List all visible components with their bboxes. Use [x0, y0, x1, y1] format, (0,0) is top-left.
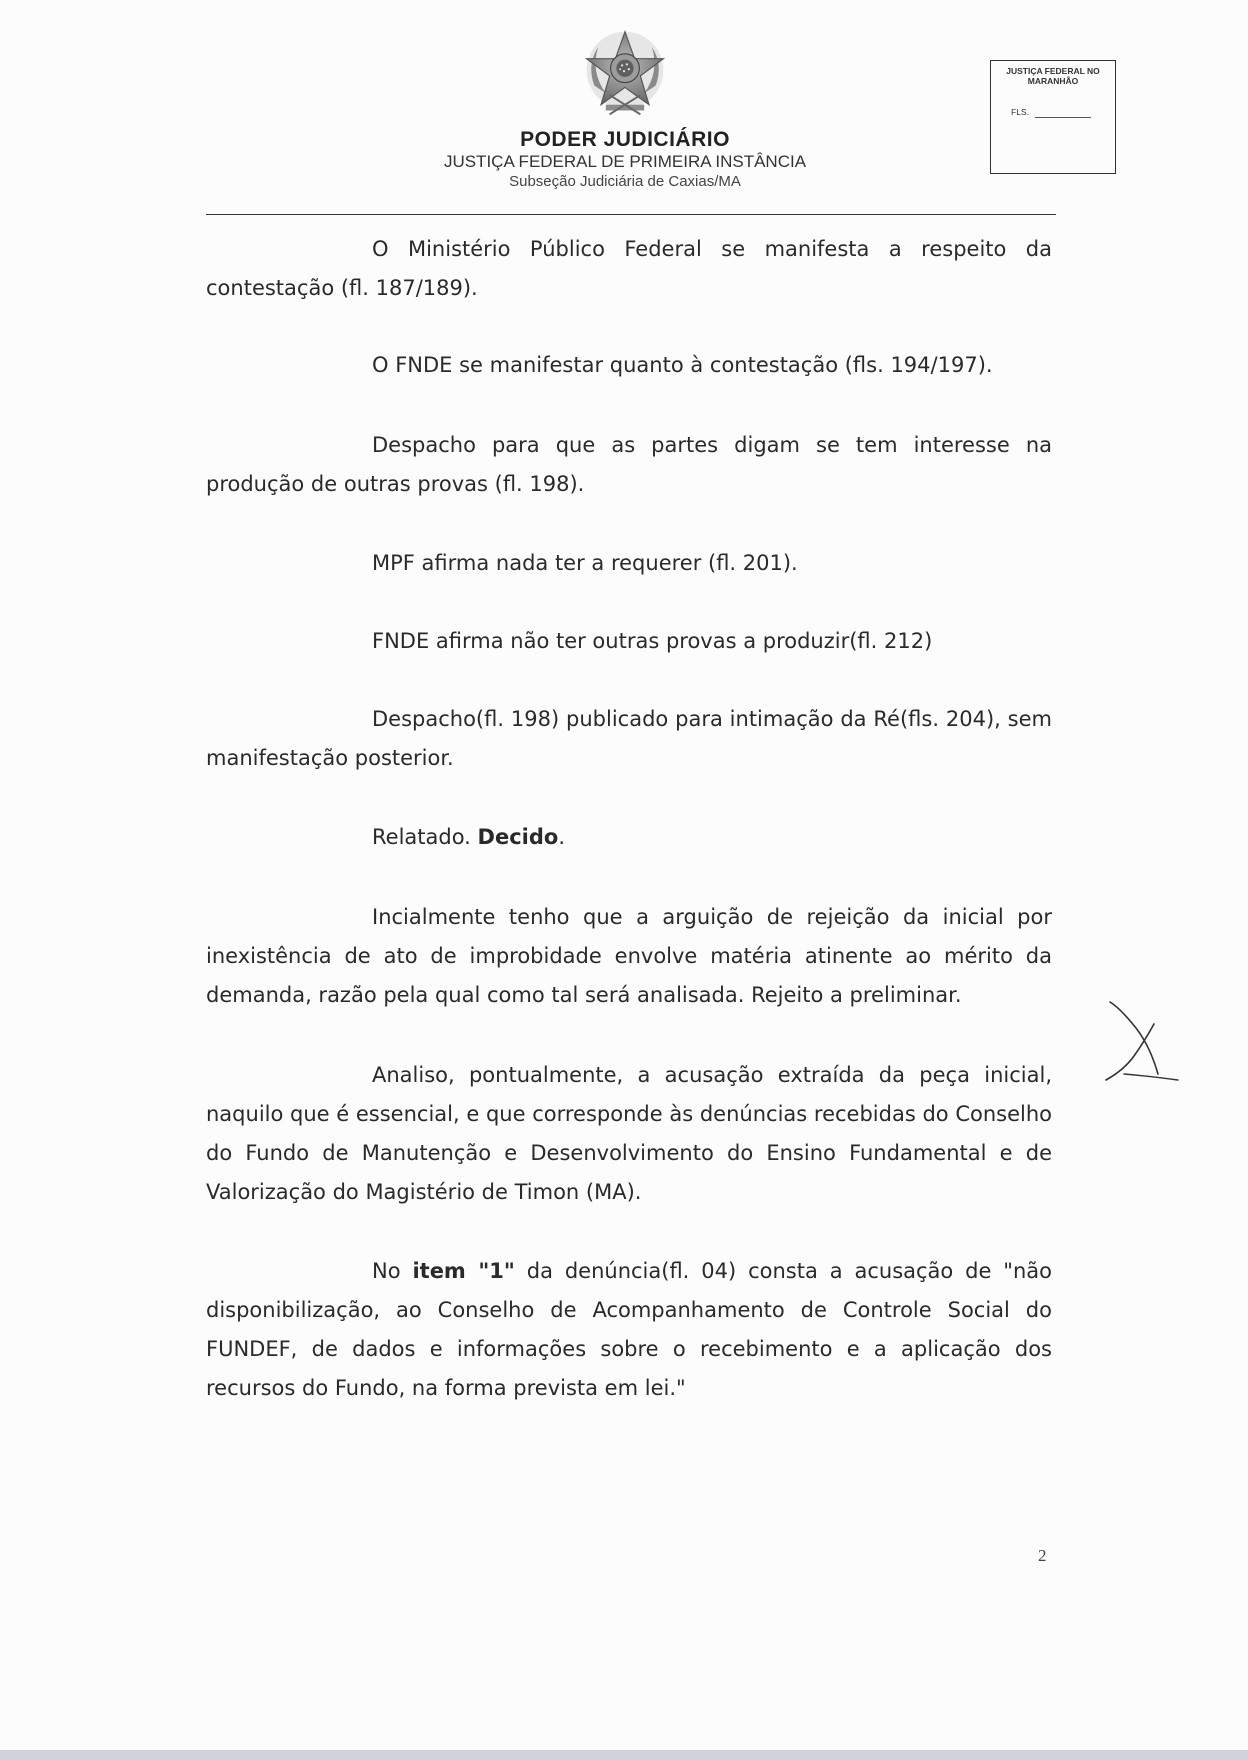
paragraph-10	[206, 1252, 1052, 1408]
paragraph-9: Analiso, pontualmente, a acusação extraída da peça inicial, naquilo que é essencial, e que corresponde às denúncias recebidas do Conselho do Fundo de Manutenção e Desenvolvimento do Ensino Fundamental e de Valorização do Magistério de Timon (MA).	[206, 1063, 1052, 1204]
paragraph-7-prefix: Relatado.	[372, 825, 478, 849]
page-stamp-box	[990, 60, 1116, 174]
paragraph-5: FNDE afirma não ter outras provas a produzir(fl. 212)	[372, 629, 933, 653]
paragraph-7	[206, 818, 1052, 857]
paragraph-2: O FNDE se manifestar quanto à contestação (fls. 194/197).	[372, 353, 993, 377]
paragraph-8: Incialmente tenho que a arguição de rejeição da inicial por inexistência de ato de improbidade envolve matéria atinente ao mérito da demanda, razão pela qual como tal será analisada. Rejeito a preliminar.	[206, 905, 1052, 1007]
paragraph-10-prefix: No	[372, 1259, 413, 1283]
header-divider	[206, 214, 1056, 215]
header-subsection: Subseção Judiciária de Caxias/MA	[509, 173, 741, 190]
stamp-line-1: JUSTIÇA FEDERAL NO	[1006, 66, 1100, 76]
stamp-line-2: MARANHÃO	[1027, 76, 1079, 86]
document-header	[400, 26, 850, 191]
stamp-fls-label: FLS.	[1011, 107, 1029, 117]
page-number: 2	[1038, 1546, 1047, 1565]
paragraph-1: O Ministério Público Federal se manifesta a respeito da contestação (fl. 187/189).	[206, 237, 1052, 300]
paragraph-7-suffix: .	[558, 825, 566, 849]
stamp-fls-blank-line	[1035, 117, 1091, 118]
paragraph-6: Despacho(fl. 198) publicado para intimação da Ré(fls. 204), sem manifestação posterior.	[206, 707, 1052, 770]
header-title: PODER JUDICIÁRIO	[520, 128, 730, 151]
scan-bottom-edge	[0, 1750, 1248, 1760]
paragraph-3: Despacho para que as partes digam se tem interesse na produção de outras provas (fl. 198).	[206, 433, 1052, 496]
brasil-coat-of-arms-icon	[577, 26, 673, 122]
paragraph-10-bold: item "1"	[412, 1259, 515, 1283]
paragraph-10-suffix: da denúncia(fl. 04) consta a acusação de "não disponibilização, ao Conselho de Acompanhamento de Controle Social do FUNDEF, de dados e informações sobre o recebimento e a aplicação dos recursos do Fundo, na forma prevista em lei."	[206, 1259, 1052, 1400]
paragraph-7-bold: Decido	[477, 825, 559, 849]
handwritten-initial-mark	[1098, 994, 1188, 1090]
paragraph-4: MPF afirma nada ter a requerer (fl. 201).	[372, 551, 798, 575]
header-court-name: JUSTIÇA FEDERAL DE PRIMEIRA INSTÂNCIA	[443, 152, 807, 171]
